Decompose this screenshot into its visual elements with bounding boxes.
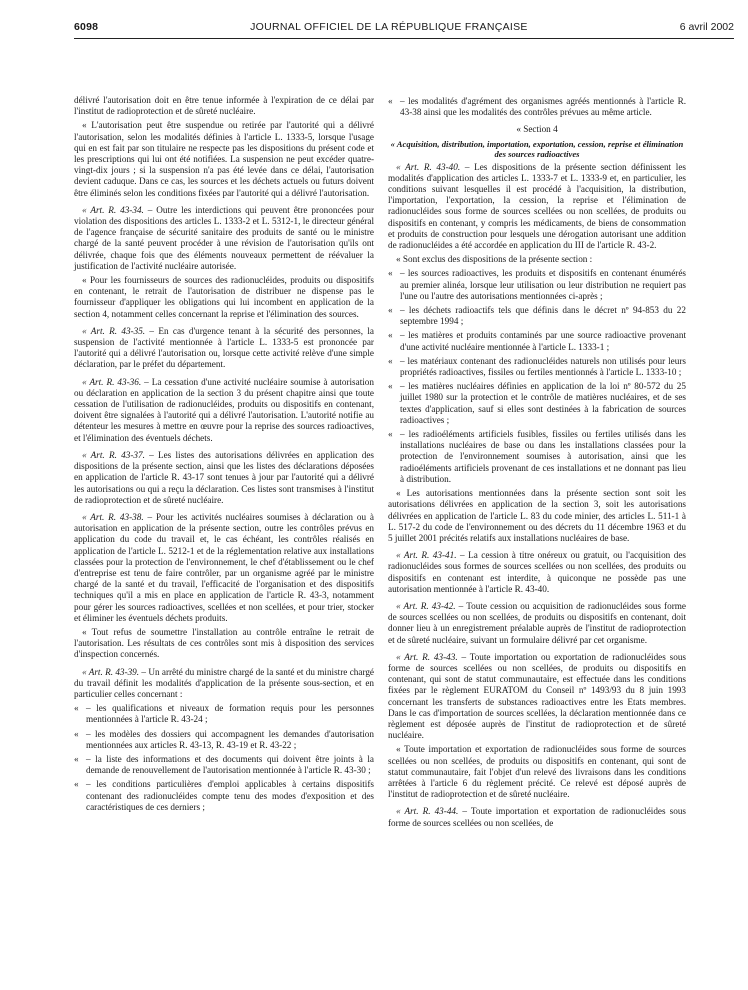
article-ref: « Art. R. 43-38. (82, 511, 144, 522)
list-item: « – les sources radioactives, les produits et dispositifs en contenant énumérés au premier alinéa, lorsque leur utilisation ou leur distribution ne requiert pas l'une ou l'autre des autorisations mentionnées ci-après ; (388, 268, 686, 301)
paragraph: délivré l'autorisation doit en être tenue informée à l'expiration de ce délai par l'institut de radioprotection et de sûreté nucléaire. (74, 95, 374, 117)
article-ref: « Art. R. 43-42. (396, 600, 456, 611)
list-item: « – les matières et produits contaminés par une source radioactive provenant d'une activité nucléaire mentionnée à l'article L. 1333-1 ; (388, 330, 686, 352)
paragraph: « L'autorisation peut être suspendue ou retirée par l'autorité qui a délivré l'autorisation, selon les modalités définies à l'article L. 1333-5, lorsque l'usage qui en est fait par son titulaire ne respecte pas les dispositions du présent code et les prescriptions qui lui ont été notifiées. La suspension ne peut excéder quatre-vingt-dix jours ; si la suspension n'a pas été levée dans ce délai, l'autorisation devient caduque. Dans ce cas, les sources et les déchets actuels ou futurs doivent être éliminés selon les conditions fixées par l'autorité qui a délivré l'autorisation. (74, 120, 374, 198)
article-paragraph: « Art. R. 43-34. – Outre les interdictions qui peuvent être prononcées pour violation des dispositions des articles L. 1333-2 et L. 5312-1, le directeur général de l'agence française de sécurité sanitaire des produits de santé ou le ministre chargé de la santé peuvent procéder à une révision de l'autorisation qu'ils ont délivrée, chaque fois que des éléments nouveaux permettent de réévaluer la justification de l'activité nucléaire autorisée. (74, 204, 375, 271)
article-ref: « Art. R. 43-40. (396, 161, 461, 172)
paragraph: « Sont exclus des dispositions de la présente section : (396, 254, 593, 265)
article-paragraph: « Art. R. 43-37. – Les listes des autorisations délivrées en application des dispositions de la présente section, ainsi que les listes des déclarations déposées en application de l'article R. 43-17 sont tenues à jour par l'autorité qui a délivré les autorisations ou qui a reçu la déclaration. Ces listes sont transmises à l'institut de radioprotection et de sûreté nucléaire. (74, 449, 375, 505)
article-paragraph: « Art. R. 43-38. – Pour les activités nucléaires soumises à déclaration ou à autorisation en application de la présente section, outre les contrôles prévus en application du code du travail et, le cas échéant, les contrôles réalisés en application de l'article L. 5212-1 et de la réglementation relative aux installations classées pour la protection de l'environnement, le chef d'établissement ou le chef d'entreprise est tenu de faire contrôler, par un organisme agréé par le ministre chargé de la santé et du travail, l'efficacité de l'organisation et des dispositifs techniques qu'il a mis en place en application de l'article R. 43-3, notamment pour gérer les sources radioactives, scellées et non scellées, et pour trier, stocker et éliminer les éventuels déchets produits. (74, 511, 374, 623)
list-item: « – les déchets radioactifs tels que définis dans le décret nº 94-853 du 22 septembre 1994 ; (388, 305, 686, 327)
paragraph: « Pour les fournisseurs de sources des radionucléides, produits ou dispositifs en contenant, le retrait de l'autorisation de distribuer ne dispense pas le fournisseur d'appliquer les obligations qui lui incombent en application de la section 4, notamment celles concernant la reprise et l'élimination des sources. (74, 275, 374, 319)
article-paragraph: « Art. R. 43-43. – Toute importation ou exportation de radionucléides sous forme de sources scellées ou non scellées, de produits ou dispositifs en contenant, qui sont de statut communautaire, est effectuée dans les conditions fixées par le règlement EURATOM du Conseil nº 1493/93 du 8 juin 1993 concernant les transferts de substances radioactives entre les Etats membres. Dans le cas d'importation de sources scellées, la déclaration mentionnée dans ce règlement est déposée auprès de l'institut de radioprotection et de sûreté nucléaire. (388, 651, 687, 741)
list-item: « – les matériaux contenant des radionucléides naturels non utilisés pour leurs propriétés radioactives, fissiles ou fertiles mentionnés à l'article L. 1333-10 ; (388, 355, 686, 378)
article-ref: « Art. R. 43-35. (82, 325, 146, 336)
article-ref: « Art. R. 43-36. (82, 376, 142, 387)
article-paragraph: « Art. R. 43-35. – En cas d'urgence tenant à la sécurité des personnes, la suspension de l'activité mentionnée à l'article L. 1333-5 est prononcée par l'autorité qui a délivré l'autorisation ou, lorsque cette activité relève d'une simple déclaration, par le préfet du département. (74, 325, 375, 370)
journal-title: JOURNAL OFFICIEL DE LA RÉPUBLIQUE FRANÇAISE (250, 21, 528, 33)
list-item: « – les modèles des dossiers qui accompagnent les demandes d'autorisation mentionnées aux articles R. 43-13, R. 43-19 et R. 43-22 ; (74, 728, 374, 750)
section-title: « Section 4 (516, 124, 558, 135)
article-paragraph: « Art. R. 43-39. – Un arrêté du ministre chargé de la santé et du ministre chargé du travail définit les modalités d'application de la présente sous-section, et en particulier celles concernant : (74, 666, 375, 699)
article-ref: « Art. R. 43-44. (396, 806, 459, 817)
page-number: 6098 (74, 21, 99, 33)
header-rule (74, 38, 734, 39)
article-paragraph: « Art. R. 43-42. – Toute cession ou acquisition de radionucléides sous forme de sources scellées ou non scellées, de produits ou dispositifs en contenant, doit donner lieu à un enregistrement préalable auprès de l'institut de radioprotection et de sûreté nucléaire, suivant un formulaire délivré par cet organisme. (388, 600, 686, 645)
right-column (388, 96, 686, 832)
article-ref: « Art. R. 43-41. (396, 550, 457, 561)
article-paragraph: « Art. R. 43-41. – La cession à titre onéreux ou gratuit, ou l'acquisition des radionucléides sous formes de sources scellées ou non scellées, des produits ou dispositifs en contenant est interdite, à quiconque ne possède pas une autorisation mentionnée à l'article R. 43-40. (388, 550, 686, 594)
article-ref: « Art. R. 43-34. (82, 204, 144, 215)
page-header (74, 19, 734, 35)
article-paragraph: « Art. R. 43-44. – Toute importation et exportation de radionucléides sous forme de sources scellées ou non scellées, de (388, 806, 686, 828)
paragraph: « Toute importation et exportation de radionucléides sous forme de sources scellées ou non scellées, de produits ou dispositifs en contenant, qui sont de statut communautaire, fait l'objet d'un relevé des livraisons dans les conditions arrêtées à l'article 6 du règlement précité. Ce relevé est déposé auprès de l'institut de radioprotection et de sûreté nucléaire. (388, 744, 686, 800)
section-heading: « Acquisition, distribution, importation, exportation, cession, reprise et élimination des sources radioactives (390, 138, 684, 159)
list-item: « – les conditions particulières d'emploi applicables à certains dispositifs contenant des radionucléides compte tenu des modes d'exposition et des caractéristiques de ces derniers ; (74, 779, 374, 812)
list-item: « – la liste des informations et des documents qui doivent être joints à la demande de renouvellement de l'autorisation mentionnée à l'article R. 43-30 ; (74, 753, 374, 776)
paragraph: « Tout refus de soumettre l'installation au contrôle entraîne le retrait de l'autorisation. Les résultats de ces contrôles sont mis à disposition des services d'inspection concernés. (74, 626, 374, 660)
article-ref: « Art. R. 43-43. (396, 651, 458, 662)
list-item: « – les matières nucléaires définies en application de la loi nº 80-572 du 25 juillet 1980 sur la protection et le contrôle de matières nucléaires, et de ses textes d'application, sauf si elles sont destinées à la fabrication de sources radioactives ; (388, 381, 686, 425)
article-paragraph: « Art. R. 43-40. – Les dispositions de la présente section définissent les modalités d'application des articles L. 1333-7 et L. 1333-9 et, en particulier, les conditions suivant lesquelles il est procédé à l'acquisition, la distribution, l'importation, l'exportation, la cession, la reprise et l'élimination de radionucléides sous forme de sources scellées ou non scellées, de produits ou dispositifs en contenant, y compris les médicaments, de biens de consommation et produits de construction pour lesquels une dérogation autorisant une addition de radionucléides a été accordée en application du III de l'article R. 43-2. (388, 161, 686, 251)
left-column (74, 95, 374, 816)
list-item: « – les qualifications et niveaux de formation requis pour les personnes mentionnées à l'article R. 43-24 ; (74, 703, 374, 725)
article-ref: « Art. R. 43-37. (82, 449, 145, 460)
list-item: « – les radioéléments artificiels fusibles, fissiles ou fertiles utilisés dans les installations nucléaires de base ou dans les installations classées pour la protection de l'environnement soumises à autorisation, ainsi que les radioéléments artificiels provenant de ces installations et ne donnant pas lieu à distribution. (388, 429, 686, 484)
list-item: « – les modalités d'agrément des organismes agréés mentionnés à l'article R. 43-38 ainsi que les modalités des contrôles prévues au même article. (388, 96, 686, 118)
article-ref: « Art. R. 43-39. (82, 666, 140, 677)
article-paragraph: « Art. R. 43-36. – La cessation d'une activité nucléaire soumise à autorisation ou déclaration en application de la section 3 du présent chapitre ainsi que toute cessation de l'utilisation de radionucléides, produits ou dispositifs en contenant, doivent être signalées à l'autorité qui a délivré l'autorisation. L'autorité notifie au détenteur les mesures à mettre en œuvre pour la reprise des sources radioactives, et l'élimination des éventuels déchets. (74, 376, 374, 443)
paragraph: « Les autorisations mentionnées dans la présente section sont soit les autorisations délivrées en application de la section 3, soit les autorisations délivrées en application de l'article L. 83 du code minier, des articles L. 511-1 à L. 517-2 du code de l'environnement ou des décrets du 11 décembre 1963 et du 5 juillet 2001 précités relatifs aux installations nucléaires de base. (388, 488, 686, 543)
publication-date: 6 avril 2002 (679, 21, 734, 33)
